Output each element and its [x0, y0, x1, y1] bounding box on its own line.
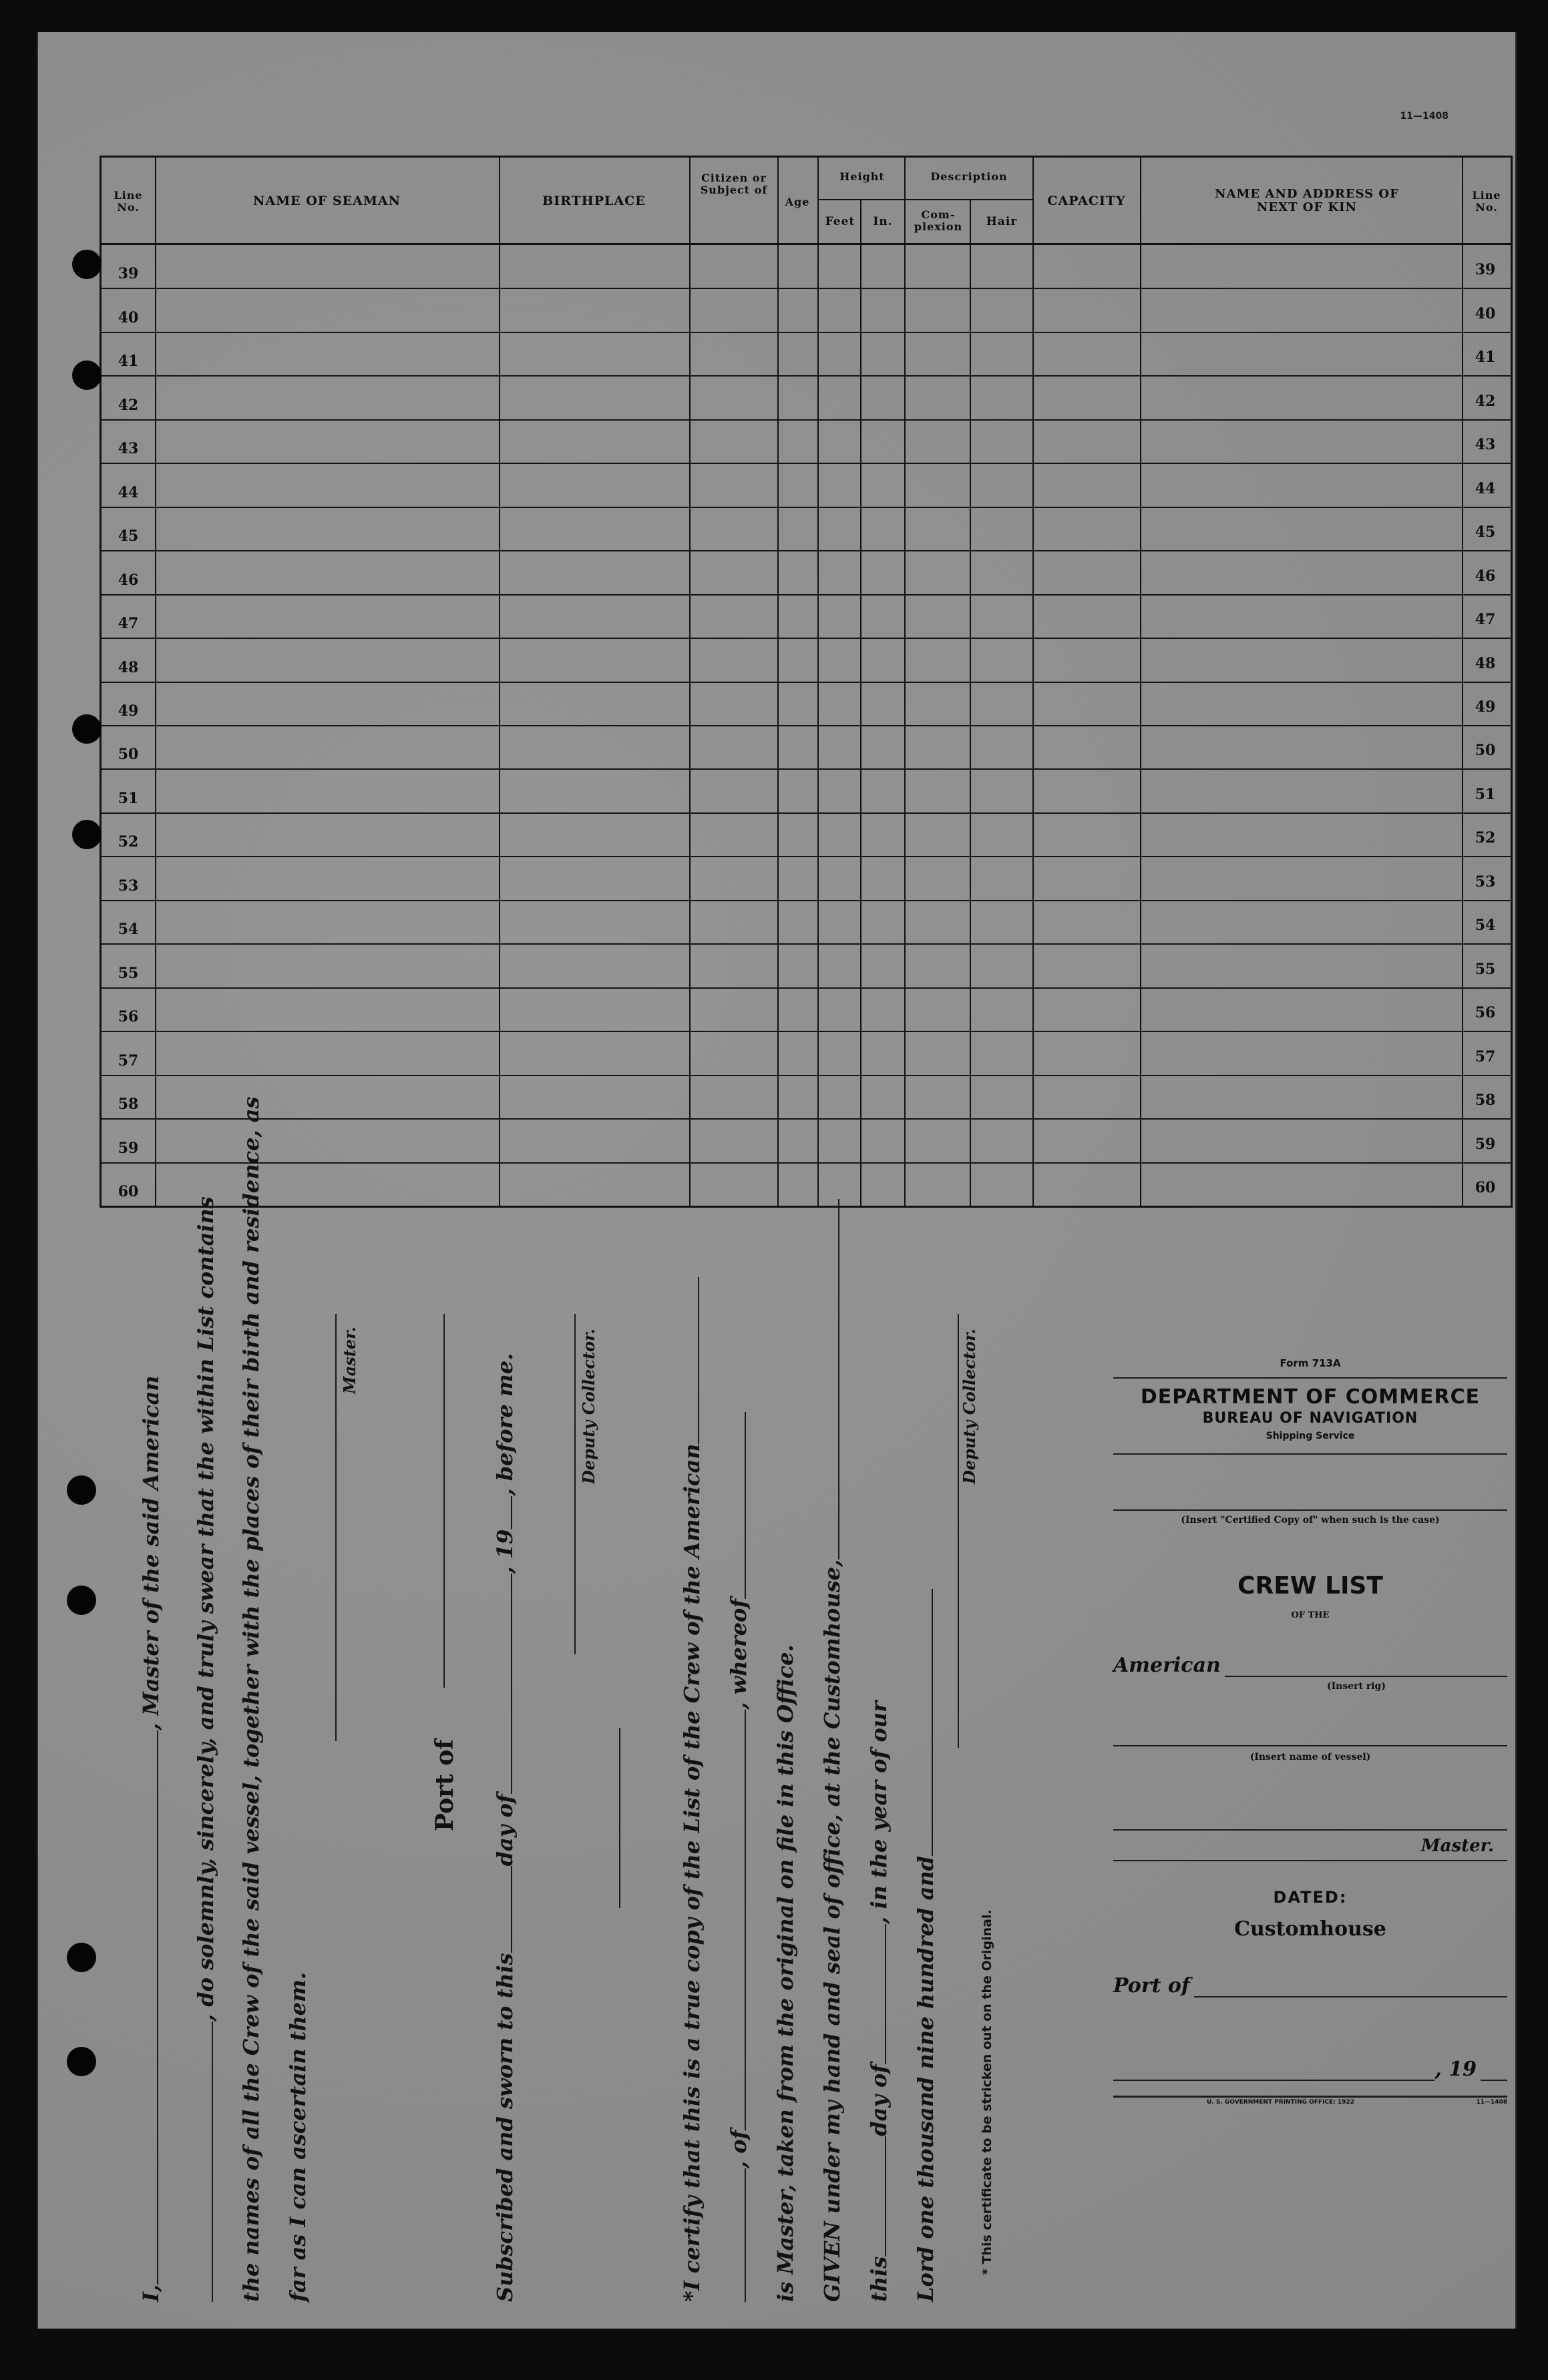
line-number-left: 57 [118, 1051, 139, 1069]
oath-line-4: far as I can ascertain them. [285, 1971, 311, 2302]
line-number-right: 55 [1475, 960, 1496, 978]
master-name-line [1113, 1829, 1507, 1831]
printing-office-note: U. S. GOVERNMENT PRINTING OFFICE: 1922 [1207, 2099, 1354, 2106]
row-divider [102, 1162, 1511, 1164]
line-number-left: 48 [118, 658, 139, 676]
line-number-left: 47 [118, 615, 139, 633]
header-height: Height [839, 170, 885, 183]
oath-master-label: Master. [340, 1327, 359, 1394]
form-number-bottom: 11—1408 [1476, 2099, 1507, 2106]
punch-hole [72, 714, 102, 744]
row-divider [102, 507, 1511, 508]
line-number-right: 45 [1475, 523, 1496, 541]
punch-hole [67, 1475, 96, 1505]
oath-line-2: , do solemnly, sincerely, and truly swear that the within List contains [193, 1196, 218, 2302]
header-capacity: CAPACITY [1047, 194, 1126, 208]
header-citizen-or-subject: Citizen or Subject of [700, 172, 768, 196]
port-of-label: Port of [1113, 1974, 1190, 1997]
header-name-of-seaman: NAME OF SEAMAN [253, 194, 401, 208]
line-number-left: 44 [118, 483, 139, 501]
oath-port-of: Port of [431, 1739, 459, 1831]
punch-hole [67, 1586, 96, 1615]
year-label: , 19 [1434, 2058, 1477, 2081]
line-number-right: 44 [1475, 479, 1496, 497]
row-divider [102, 463, 1511, 464]
row-divider [102, 1118, 1511, 1120]
form-sheet [37, 32, 1517, 2329]
punch-hole [67, 2047, 96, 2076]
header-next-of-kin: NAME AND ADDRESS OF NEXT OF KIN [1215, 187, 1399, 214]
cert-deputy-collector: Deputy Collector. [960, 1329, 979, 1484]
cert-footnote: * This certificate to be stricken out on the Original. [980, 1909, 994, 2275]
line-number-left: 43 [118, 440, 139, 458]
line-number-right: 60 [1475, 1179, 1496, 1196]
line-number-left: 39 [118, 265, 139, 283]
cert-line-1: *I certify that this is a true copy of the List of the Crew of the American [679, 1277, 705, 2302]
line-number-left: 45 [118, 527, 139, 545]
row-divider [102, 419, 1511, 421]
oath-line-1: I,, Master of the said American [138, 1375, 164, 2302]
punch-hole [72, 250, 102, 279]
row-divider [102, 682, 1511, 683]
oath-line-3: the names of all the Crew of the said vessel, together with the places of their birth and residence, as [238, 1096, 264, 2302]
of-the-label: OF THE [1291, 1610, 1330, 1620]
line-number-left: 52 [118, 833, 139, 851]
punch-hole [72, 820, 102, 849]
cert-line-2: , of, whereof [726, 1412, 751, 2302]
height-subdivider [819, 199, 906, 200]
header-description: Description [930, 170, 1008, 183]
cert-line-4: GIVEN under my hand and seal of office, at the Customhouse, [819, 1199, 845, 2302]
row-divider [102, 288, 1511, 289]
oath-subscribed: Subscribed and sworn to thisday of, 19, before me. [492, 1353, 518, 2302]
row-divider [102, 594, 1511, 596]
master-signature-line [335, 1314, 337, 1741]
row-divider [102, 725, 1511, 726]
cert-line-5: thisday of, in the year of our [866, 1701, 892, 2302]
date-field [1113, 2058, 1507, 2081]
line-number-left: 56 [118, 1008, 139, 1026]
header-line-no: Line No. [114, 189, 143, 214]
row-divider [102, 943, 1511, 945]
row-divider [102, 375, 1511, 377]
header-hair: Hair [986, 215, 1018, 228]
line-number-left: 50 [118, 746, 139, 764]
line-number-right: 50 [1475, 742, 1496, 760]
row-divider [102, 900, 1511, 901]
line-number-right: 54 [1475, 917, 1496, 935]
row-divider [102, 1075, 1511, 1076]
port-line [443, 1314, 445, 1688]
line-number-left: 51 [118, 789, 139, 807]
dated-label: DATED: [1273, 1888, 1348, 1907]
header-birthplace: BIRTHPLACE [542, 194, 646, 208]
cert-line-3: is Master, taken from the original on file in this Office. [773, 1644, 798, 2302]
cert-line-6: Lord one thousand nine hundred and [913, 1589, 938, 2302]
punch-hole [67, 1943, 96, 1972]
header-complexion: Com-plexion [914, 208, 963, 233]
bureau-title: BUREAU OF NAVIGATION [1202, 1410, 1418, 1427]
row-divider [102, 987, 1511, 989]
line-number-right: 52 [1475, 829, 1496, 847]
line-number-right: 43 [1475, 436, 1496, 454]
service-title: Shipping Service [1266, 1431, 1355, 1441]
punch-hole [72, 361, 102, 390]
line-number-left: 54 [118, 921, 139, 939]
line-number-left: 46 [118, 571, 139, 589]
row-divider [102, 550, 1511, 551]
vessel-name-line [1113, 1745, 1507, 1746]
line-number-right: 40 [1475, 304, 1496, 322]
line-number-left: 58 [118, 1096, 139, 1114]
deputy-signature-line [574, 1314, 576, 1654]
row-divider [102, 1031, 1511, 1032]
line-number-right: 53 [1475, 873, 1496, 891]
customhouse-label: Customhouse [1234, 1917, 1386, 1941]
row-divider [102, 638, 1511, 639]
line-number-left: 40 [118, 308, 139, 326]
line-number-right: 49 [1475, 698, 1496, 716]
insert-rig-note: (Insert rig) [1327, 1681, 1386, 1692]
header-inches: In. [873, 215, 893, 228]
crew-list-cover [1113, 1357, 1507, 2106]
american-rig-field [1113, 1654, 1507, 1677]
oath-deputy-collector: Deputy Collector. [579, 1329, 598, 1484]
line-number-left: 53 [118, 877, 139, 895]
line-number-left: 42 [118, 396, 139, 414]
line-number-right: 51 [1475, 785, 1496, 803]
header-divider [102, 243, 1511, 245]
master-label: Master. [1420, 1836, 1494, 1856]
header-line-no-right: Line No. [1472, 189, 1501, 214]
line-number-right: 46 [1475, 567, 1496, 585]
line-number-right: 41 [1475, 348, 1496, 367]
port-of-field [1113, 1974, 1507, 1997]
line-number-left: 60 [118, 1183, 139, 1200]
row-divider [102, 812, 1511, 814]
line-number-right: 48 [1475, 654, 1496, 672]
line-number-right: 39 [1475, 261, 1496, 279]
line-number-right: 56 [1475, 1004, 1496, 1022]
form-number-top: 11—1408 [1400, 111, 1448, 122]
header-feet: Feet [825, 215, 855, 228]
form-number: Form 713A [1280, 1357, 1341, 1369]
line-number-right: 57 [1475, 1047, 1496, 1065]
row-divider [102, 856, 1511, 857]
short-mark-line [619, 1728, 620, 1908]
line-number-left: 59 [118, 1139, 139, 1157]
crew-table [100, 156, 1513, 1208]
line-number-left: 41 [118, 352, 139, 371]
line-number-right: 58 [1475, 1092, 1496, 1110]
line-number-right: 59 [1475, 1135, 1496, 1153]
line-number-right: 42 [1475, 392, 1496, 410]
line-number-left: 49 [118, 702, 139, 720]
line-number-right: 47 [1475, 611, 1496, 629]
american-label: American [1113, 1654, 1221, 1677]
row-divider [102, 332, 1511, 333]
row-divider [102, 768, 1511, 770]
insert-vessel-note: (Insert name of vessel) [1249, 1752, 1371, 1762]
insert-certified-note: (Insert "Certified Copy of" when such is the case) [1181, 1515, 1440, 1525]
line-number-left: 55 [118, 964, 139, 982]
header-age: Age [785, 196, 810, 208]
department-title: DEPARTMENT OF COMMERCE [1140, 1385, 1481, 1409]
crew-list-title: CREW LIST [1237, 1572, 1383, 1600]
cert-signature-line [958, 1314, 959, 1748]
